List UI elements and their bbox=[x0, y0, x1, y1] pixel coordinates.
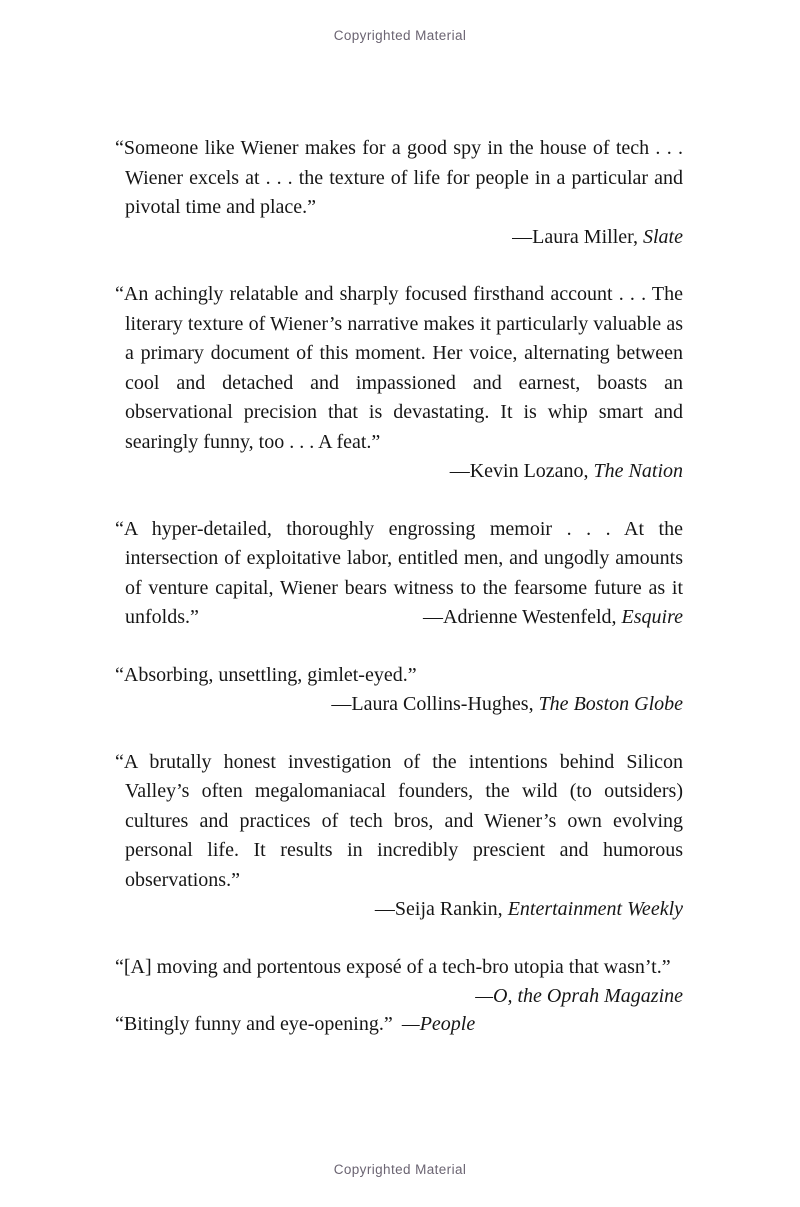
attribution-source: —O, the Oprah Magazine bbox=[475, 985, 683, 1007]
attribution-source: Esquire bbox=[621, 606, 683, 628]
attribution-source: The Nation bbox=[593, 460, 683, 482]
copyright-notice-top: Copyrighted Material bbox=[333, 28, 467, 43]
quote-attribution bbox=[423, 603, 683, 633]
review-quote bbox=[115, 748, 683, 925]
quote-text: “Bitingly funny and eye-opening.” —People bbox=[115, 1010, 683, 1040]
attribution-source: —People bbox=[401, 1013, 476, 1035]
attribution-dash: — bbox=[401, 1013, 420, 1035]
review-quote bbox=[115, 515, 683, 633]
praise-quotes-list bbox=[115, 134, 683, 1068]
attribution-name: —Kevin Lozano, bbox=[449, 460, 594, 482]
review-quote bbox=[115, 280, 683, 487]
review-quote bbox=[115, 1010, 683, 1040]
quote-attribution bbox=[115, 690, 683, 720]
review-quote bbox=[115, 953, 683, 1007]
quote-attribution bbox=[115, 895, 683, 925]
attribution-dash: — bbox=[475, 985, 494, 1007]
quote-text: “Someone like Wiener makes for a good spy in the house of tech . . . Wiener excels at . . . the texture of life for people in a particular and pivotal time and place.” bbox=[115, 137, 683, 218]
quote-attribution bbox=[475, 982, 683, 1012]
quote-attribution bbox=[115, 223, 683, 253]
attribution-name: —Adrienne Westenfeld, bbox=[423, 606, 622, 628]
attribution-source: Slate bbox=[643, 225, 683, 248]
quote-text: “A brutally honest investigation of the intentions behind Silicon Valley’s often megalomaniacal founders, the wild (to outsiders) cultures and practices of tech bros, and Wiener’s own evolving personal life. It results in incredibly prescient and humorous observations.” bbox=[115, 750, 683, 891]
quote-text: “[A] moving and portentous exposé of a tech-bro utopia that wasn’t.” —O, the Oprah Magazine bbox=[115, 953, 683, 983]
review-quote bbox=[115, 134, 683, 252]
attribution-name: —Seija Rankin, bbox=[374, 898, 508, 920]
attribution-name: —Laura Miller, bbox=[512, 225, 643, 248]
attribution-name: —Laura Collins-Hughes, bbox=[331, 693, 539, 715]
quote-text: “An achingly relatable and sharply focused firsthand account . . . The literary texture of Wiener’s narrative makes it particularly valuable as a primary document of this moment. Her voice, alternating between cool and detached and impassioned and earnest, boasts an observational precision that is devastating. It is whip smart and searingly funny, too . . . A feat.” bbox=[115, 283, 683, 453]
quote-attribution bbox=[402, 1010, 475, 1040]
copyright-notice-bottom: Copyrighted Material bbox=[333, 1162, 467, 1177]
quote-text: “Absorbing, unsettling, gimlet-eyed.” bbox=[115, 663, 417, 686]
attribution-source: Entertainment Weekly bbox=[507, 898, 683, 920]
quote-text: “A hyper-detailed, thoroughly engrossing memoir . . . At the intersection of exploitative labor, entitled men, and ungodly amounts of venture capital, Wiener bears witness to the fearsome future as it unfolds.” —Adrienne Westenfeld, Esquire bbox=[115, 515, 683, 633]
attribution-source: The Boston Globe bbox=[538, 693, 683, 715]
review-quote bbox=[115, 661, 683, 720]
quote-attribution bbox=[115, 457, 683, 487]
